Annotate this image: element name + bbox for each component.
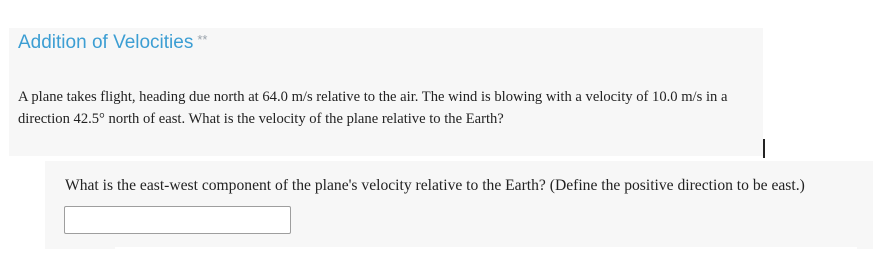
question-panel (45, 161, 873, 249)
problem-title-text: Addition of Velocities (18, 32, 194, 53)
answer-input[interactable] (64, 206, 291, 234)
question-prompt: What is the east-west component of the plane's velocity relative to the Earth? (Define the positive direction to be east.) (65, 177, 805, 194)
bottom-divider (115, 247, 857, 255)
difficulty-stars: ** (197, 32, 208, 47)
problem-panel (9, 28, 763, 156)
problem-statement: A plane takes flight, heading due north at 64.0 m/s relative to the air. The wind is blowing with a velocity of 10.0 m/s in a direction 42.5° north of east. What is the velocity of the plane relative to the Earth? (18, 89, 728, 127)
problem-title (18, 32, 207, 54)
text-cursor (763, 139, 765, 158)
